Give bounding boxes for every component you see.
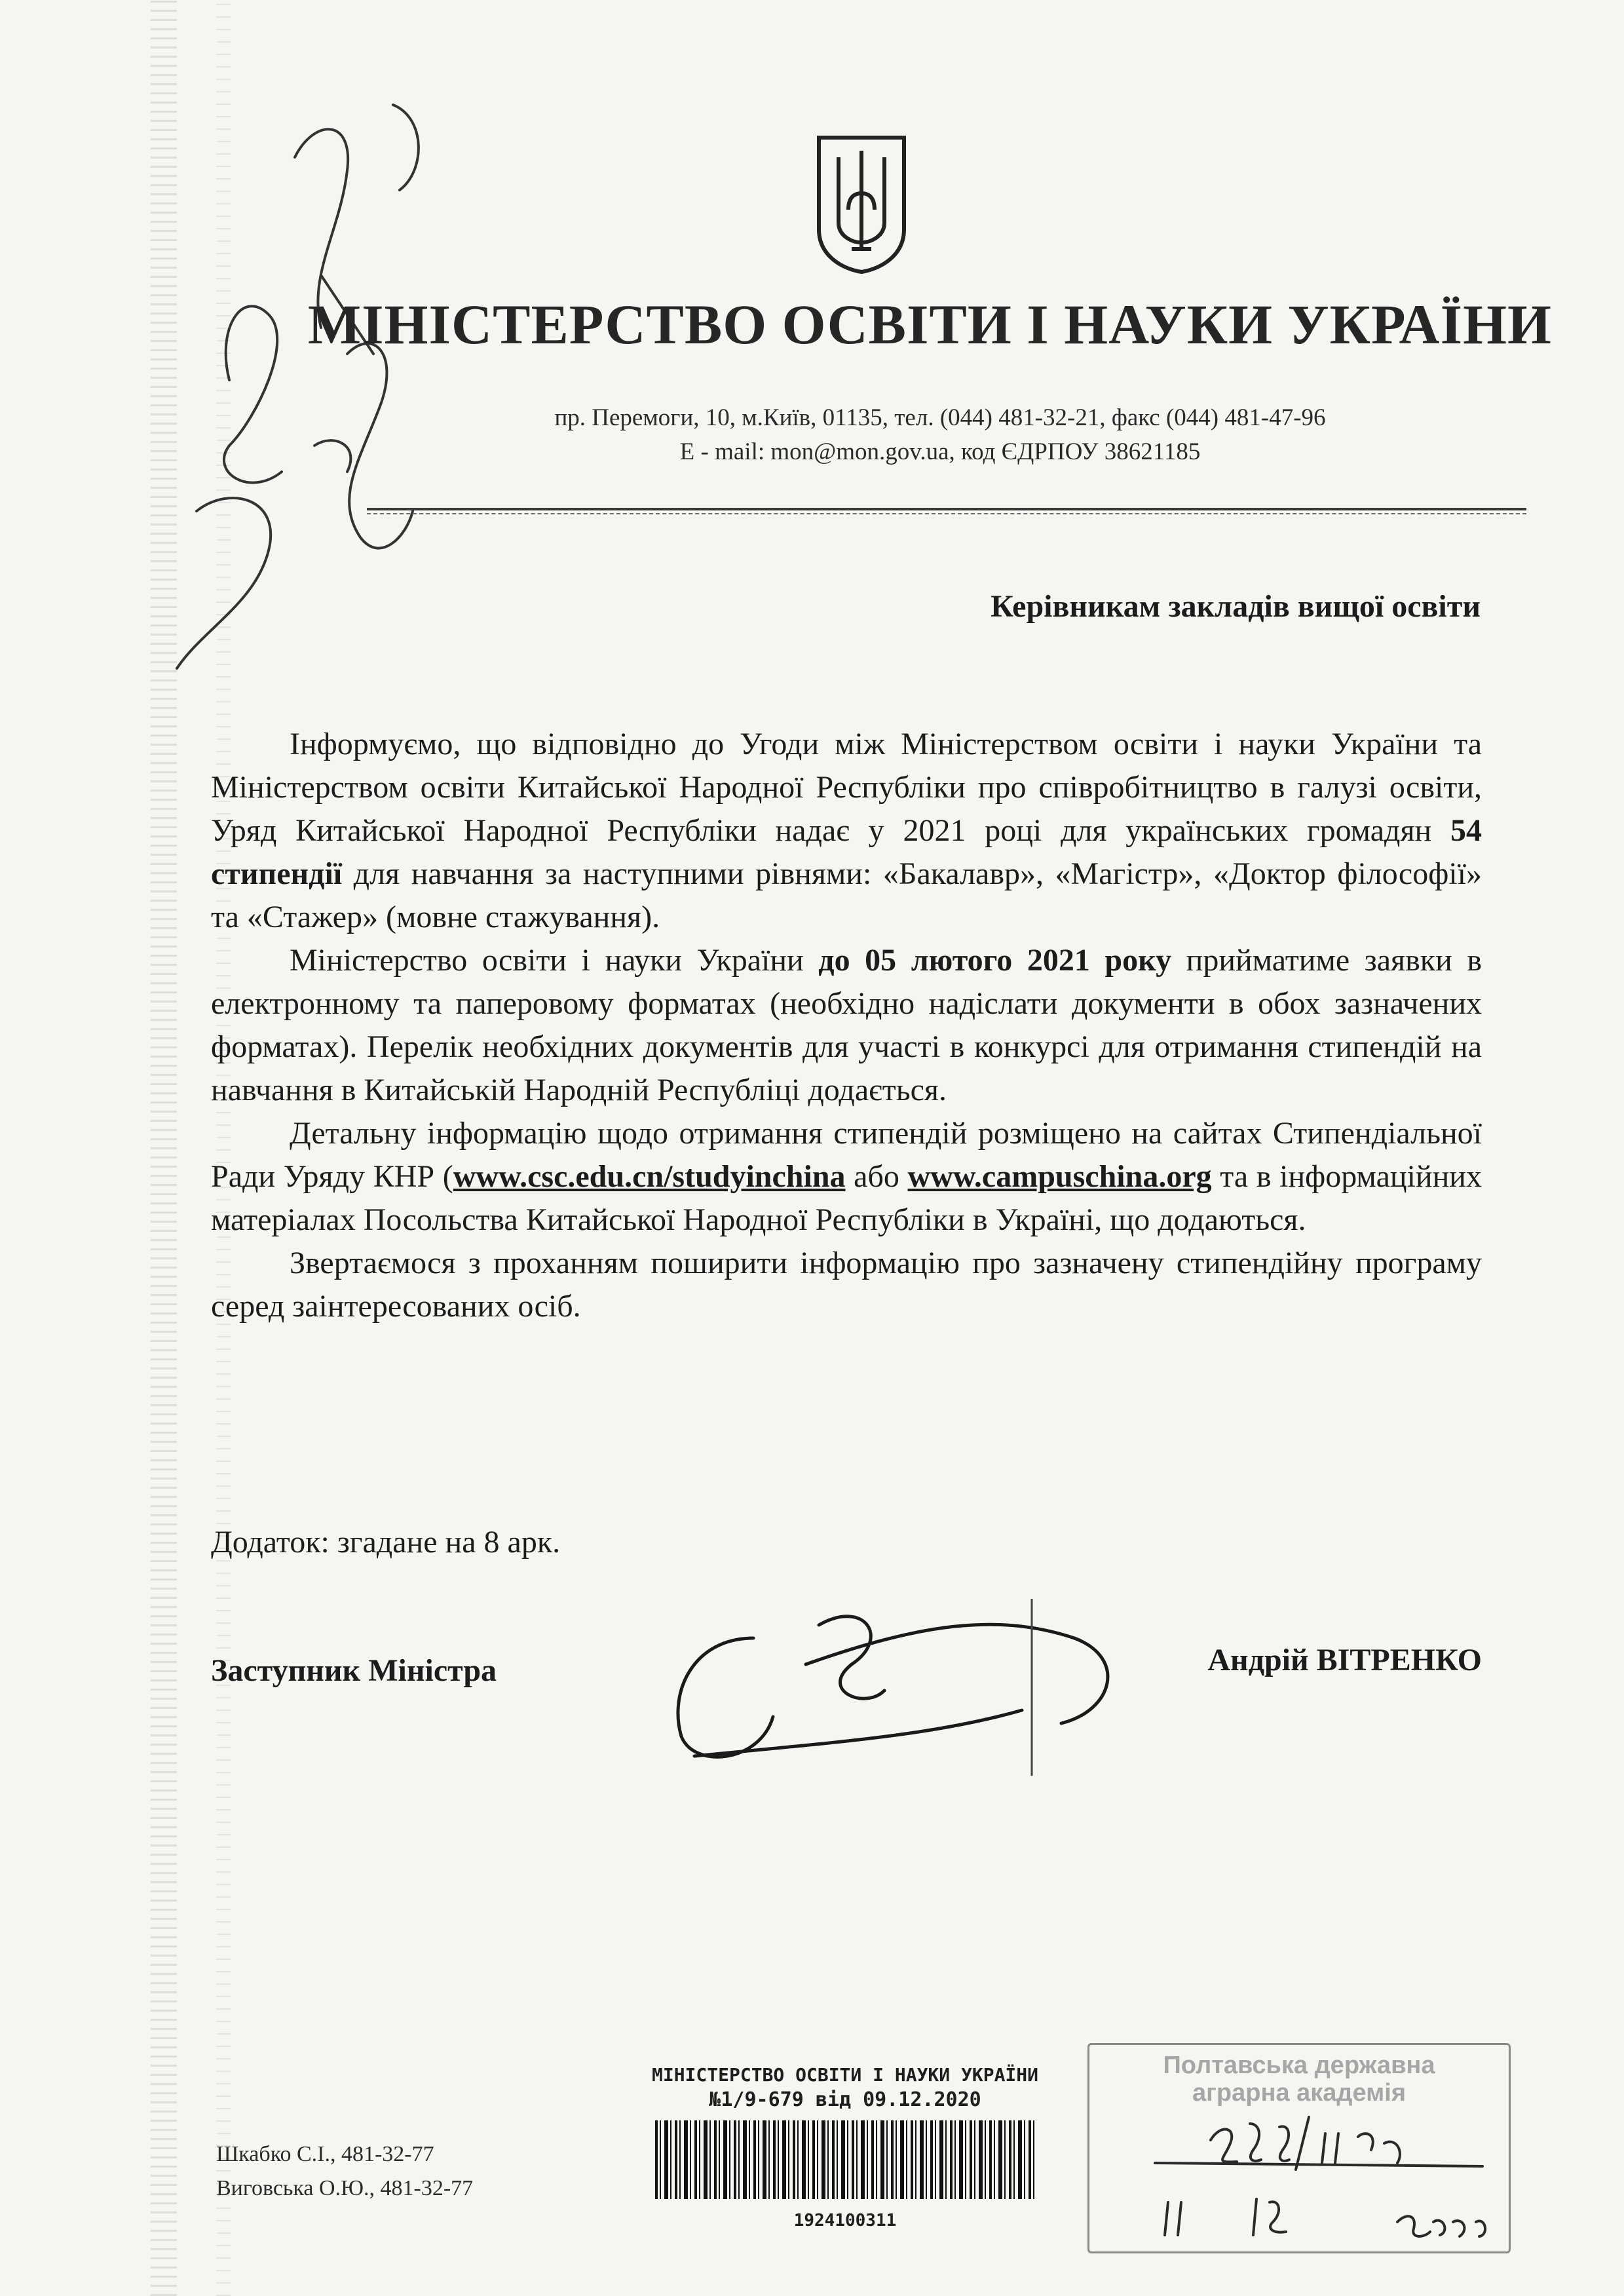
executor-contact: Шкабко С.І., 481-32-77 (216, 2142, 434, 2166)
address-line: пр. Перемоги, 10, м.Київ, 01135, тел. (044) 481-32-21, факс (044) 481-47-96 (554, 404, 1326, 431)
text-run: та в інформаційних матеріалах Посольства Китайської Народної Республіки в Україні, що додаються. (211, 1159, 1482, 1237)
deadline-date: до 05 лютого 2021 року (818, 943, 1172, 978)
registration-number: №1/9-679 від 09.12.2020 (709, 2088, 981, 2111)
executors-list (216, 2137, 473, 2206)
letter-body (211, 723, 1482, 1328)
header-divider (367, 513, 1526, 514)
handwritten-signature (655, 1599, 1192, 1776)
trident-emblem-icon (812, 131, 911, 275)
scholarship-count: 54 стипендії (211, 813, 1482, 891)
paragraph (211, 1112, 1482, 1242)
text-run: Детальну інформацію щодо отримання стипендій розміщено на сайтах Стипендіальної Ради Уряду КНР ( (211, 1116, 1482, 1194)
text-run: або (845, 1159, 908, 1194)
campuschina-link[interactable]: www.campuschina.org (907, 1159, 1212, 1194)
stamp-line: аграрна академія (1192, 2079, 1407, 2107)
executor-contact: Виговська О.Ю., 481-32-77 (216, 2176, 474, 2200)
attachment-note: Додаток: згадане на 8 арк. (211, 1525, 561, 1559)
text-run: для навчання за наступними рівнями: «Бакалавр», «Магістр», «Доктор філософії» та «Стажер» (мовне стажування). (211, 856, 1482, 934)
barcode-number: 1924100311 (793, 2211, 897, 2230)
email-line: E - mail: mon@mon.gov.ua, код ЄДРПОУ 38621185 (679, 438, 1201, 465)
incoming-stamp (1087, 2043, 1511, 2253)
barcode-icon (655, 2120, 1035, 2199)
signatory-name: Андрій ВІТРЕНКО (1207, 1643, 1482, 1677)
header-divider (367, 508, 1526, 510)
addressee: Керівникам закладів вищої освіти (991, 589, 1481, 624)
text-run: Інформуємо, що відповідно до Угоди між Міністерством освіти і науки України та Міністерством освіти Китайської Народної Республіки про співробітництво в галузі освіти, Уряд Китайської Народної Республіки надає у 2021 році для українських громадян (211, 727, 1482, 848)
paragraph: Звертаємося з проханням поширити інформацію про зазначену стипендійну програму серед заінтересованих осіб. (211, 1246, 1482, 1324)
registration-org: МІНІСТЕРСТВО ОСВІТИ І НАУКИ УКРАЇНИ (651, 2064, 1038, 2086)
contact-info (328, 401, 1553, 469)
paragraph (211, 939, 1482, 1112)
paragraph (211, 723, 1482, 939)
text-run: прийматиме заявки в електронному та паперовому форматах (необхідно надіслати документи в обох зазначених форматах). Перелік необхідних документів для участі в конкурсі для отримання стипендій на навчання в Китайській Народній Республіці додається. (211, 943, 1482, 1107)
stamp-line: Полтавська державна (1163, 2052, 1435, 2079)
csc-link[interactable]: www.csc.edu.cn/studyinchina (453, 1159, 846, 1194)
registration-label (622, 2064, 1068, 2230)
handwritten-stamp-entries (1089, 2045, 1509, 2251)
ministry-title: МІНІСТЕРСТВО ОСВІТИ І НАУКИ УКРАЇНИ (308, 293, 1552, 356)
signatory-position: Заступник Міністра (211, 1653, 497, 1688)
text-run: Міністерство освіти і науки України (290, 943, 819, 978)
